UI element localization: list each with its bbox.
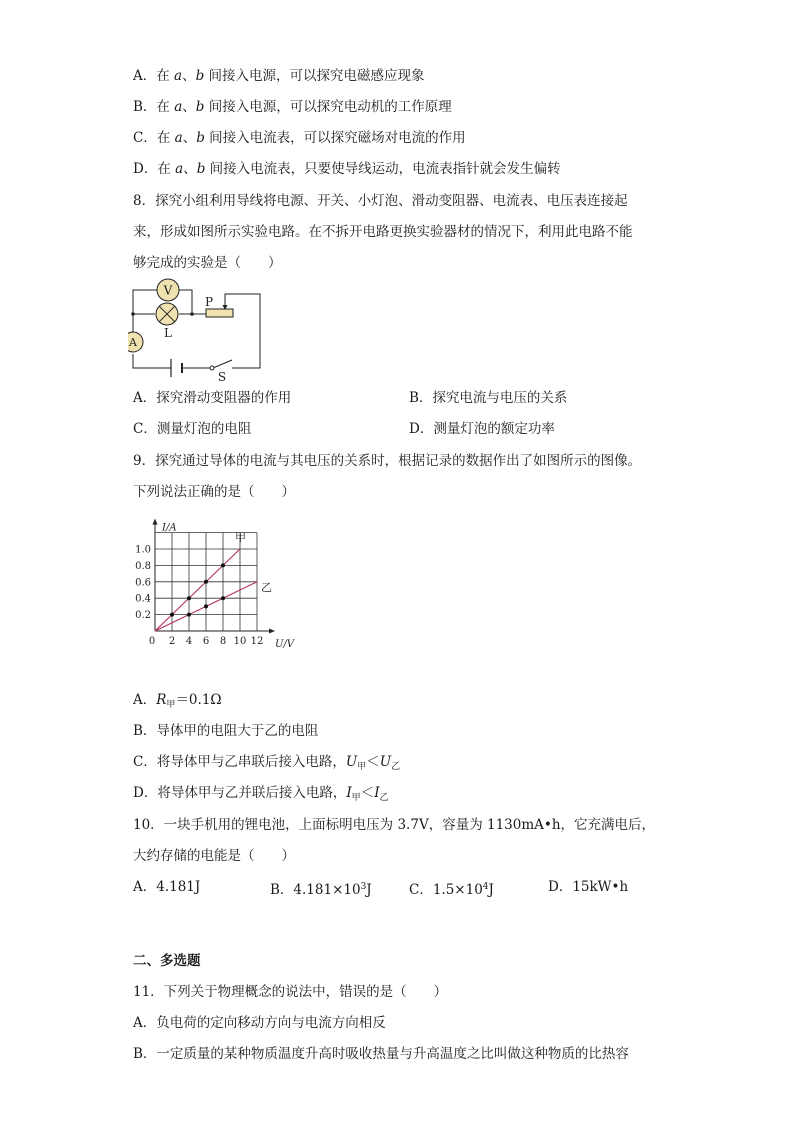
data-point	[221, 596, 225, 600]
q7-option-d: D．在 a、b 间接入电流表，只要使导线运动，电流表指针就会发生偏转	[133, 161, 561, 177]
switch-label: S	[217, 370, 227, 384]
data-point	[204, 604, 208, 608]
slider-label: P	[204, 295, 214, 309]
q9-option-c: C．将导体甲与乙串联后接入电路，$U_甲<U_乙$	[133, 754, 401, 772]
q8-stem-line-1: 8．探究小组利用导线将电源、开关、小灯泡、滑动变阻器、电流表、电压表连接起	[133, 193, 628, 209]
ammeter-symbol	[128, 332, 143, 352]
data-point	[187, 613, 191, 617]
q10-option-b: B．$4.181\times 10^3J$	[270, 882, 372, 898]
q10-stem-line-2: 大约存储的电能是（ ）	[133, 848, 295, 864]
x-tick-label: 6	[202, 636, 210, 647]
x-tick-label: 2	[168, 636, 176, 647]
q8-option-c: C．测量灯泡的电阻	[133, 421, 252, 437]
q8-stem-line-3: 够完成的实验是（ ）	[133, 255, 282, 271]
y-tick-label: 0.2	[135, 610, 151, 622]
lamp-symbol	[156, 303, 178, 325]
ammeter-label: A	[129, 336, 137, 349]
q8-option-a: A．探究滑动变阻器的作用	[133, 390, 292, 406]
q9-option-d: D．将导体甲与乙并联后接入电路，$I_甲<I_乙$	[133, 785, 389, 803]
x-tick-label: 12	[250, 636, 264, 647]
series-label-jia: 甲	[235, 531, 246, 544]
q9-option-a: A．$R_甲=0.1\Omega$	[133, 692, 222, 710]
q7-option-a: A．在 a、b 间接入电源，可以探究电磁感应现象	[133, 68, 425, 84]
section-heading-multiple-choice: 二、多选题	[133, 953, 201, 969]
y-tick-label: 0.6	[135, 577, 151, 589]
x-axis-label: U/V	[275, 639, 295, 648]
q10-option-d: D．15kW•h	[548, 879, 629, 895]
series-label-yi: 乙	[261, 580, 272, 594]
series-line-jia	[155, 549, 240, 631]
q7-option-c: C．在 a、b 间接入电流表，可以探究磁场对电流的作用	[133, 130, 466, 146]
q8-circuit-diagram	[128, 276, 268, 386]
voltmeter-label: V	[163, 283, 173, 298]
q10-option-a: A．4.181J	[133, 879, 201, 895]
y-tick-label: 1.0	[135, 544, 151, 556]
x-tick-label: 8	[219, 636, 227, 647]
data-point	[204, 580, 208, 584]
y-axis-arrow	[153, 519, 158, 525]
q10-option-c: C．$1.5\times 10^4J$	[409, 882, 494, 898]
y-tick-label: 0.8	[135, 560, 151, 572]
y-axis-label: I/A	[162, 522, 177, 534]
q9-stem-line-1: 9．探究通过导体的电流与其电压的关系时，根据记录的数据作出了如图所示的图像。	[133, 453, 642, 469]
voltmeter-symbol	[157, 279, 179, 301]
q11-stem: 11．下列关于物理概念的说法中，错误的是（ ）	[133, 984, 448, 1000]
q11-option-b: B．一定质量的某种物质温度升高时吸收热量与升高温度之比叫做这种物质的比热容	[133, 1046, 629, 1062]
lamp-label: L	[164, 326, 172, 340]
x-tick-label: 0	[148, 636, 156, 647]
q9-iu-graph	[124, 508, 304, 648]
q9-stem-line-2: 下列说法正确的是（ ）	[133, 484, 295, 500]
q9-option-b: B．导体甲的电阻大于乙的电阻	[133, 723, 319, 739]
data-point	[187, 596, 191, 600]
q8-option-d: D．测量灯泡的额定功率	[409, 421, 555, 437]
q11-option-a: A．负电荷的定向移动方向与电流方向相反	[133, 1015, 386, 1031]
y-tick-label: 0.4	[135, 593, 151, 605]
data-point	[221, 563, 225, 567]
q10-stem-line-1: 10．一块手机用的锂电池，上面标明电压为 3.7V，容量为 1130mA•h，它充满电后，	[133, 817, 656, 833]
x-tick-label: 4	[185, 636, 193, 647]
q7-option-b: B．在 a、b 间接入电源，可以探究电动机的工作原理	[133, 99, 452, 115]
x-axis-arrow	[269, 629, 275, 634]
q8-stem-line-2: 来，形成如图所示实验电路。在不拆开电路更换实验器材的情况下，利用此电路不能	[133, 224, 633, 240]
q8-option-b: B．探究电流与电压的关系	[409, 390, 568, 406]
data-point	[170, 613, 174, 617]
x-tick-label: 10	[233, 636, 247, 647]
